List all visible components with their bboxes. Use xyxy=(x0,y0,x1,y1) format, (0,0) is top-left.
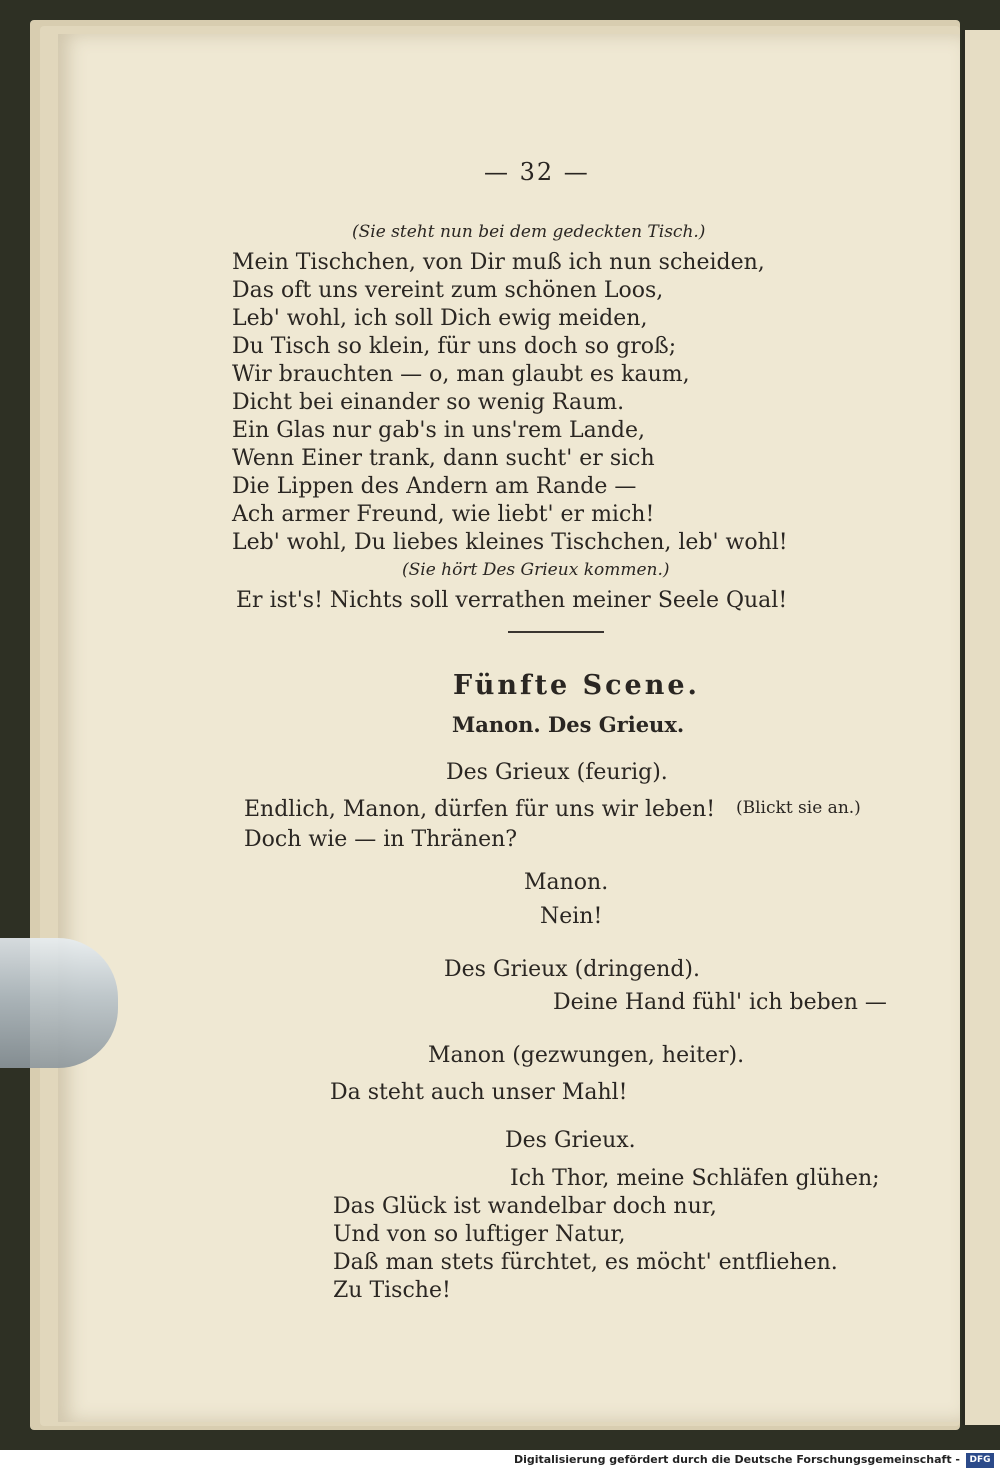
dialogue-line: Das Glück ist wandelbar doch nur, xyxy=(333,1194,717,1219)
stage-direction: (Blickt sie an.) xyxy=(736,798,861,818)
verse-line: Leb' wohl, ich soll Dich ewig meiden, xyxy=(232,306,648,331)
verse-line: Mein Tischchen, von Dir muß ich nun scheiden, xyxy=(232,250,765,275)
verse-line: Leb' wohl, Du liebes kleines Tischchen, leb' wohl! xyxy=(232,530,788,555)
section-divider xyxy=(508,631,604,633)
speaker-label: Manon. xyxy=(524,870,609,895)
dialogue-line: Da steht auch unser Mahl! xyxy=(330,1080,628,1105)
dfg-logo-icon: DFG xyxy=(966,1453,994,1468)
dialogue-line: Zu Tische! xyxy=(333,1278,451,1303)
dialogue-line: Nein! xyxy=(540,904,603,929)
verse-line: Das oft uns vereint zum schönen Loos, xyxy=(232,278,664,303)
page-clip xyxy=(0,938,118,1068)
verse-line: Wir brauchten — o, man glaubt es kaum, xyxy=(232,362,690,387)
verse-line: Er ist's! Nichts soll verrathen meiner Seele Qual! xyxy=(236,588,788,613)
speaker-label: Des Grieux. xyxy=(505,1128,636,1153)
dialogue-line: Deine Hand fühl' ich beben — xyxy=(553,990,887,1015)
footer-bar xyxy=(0,1450,1000,1472)
verse-line: Die Lippen des Andern am Rande — xyxy=(232,474,637,499)
speaker-label: Manon (gezwungen, heiter). xyxy=(428,1043,745,1068)
verse-line: Dicht bei einander so wenig Raum. xyxy=(232,390,625,415)
scene-persons: Manon. Des Grieux. xyxy=(452,712,685,737)
verse-line: Wenn Einer trank, dann sucht' er sich xyxy=(232,446,655,471)
verse-line: Ach armer Freund, wie liebt' er mich! xyxy=(232,502,655,527)
stage-direction: (Sie hört Des Grieux kommen.) xyxy=(402,560,670,580)
verse-line: Du Tisch so klein, für uns doch so groß; xyxy=(232,334,677,359)
page-number: — 32 — xyxy=(484,158,590,186)
facing-page-edge xyxy=(962,30,1000,1425)
dialogue-line: Doch wie — in Thränen? xyxy=(244,827,518,852)
dialogue-line: Daß man stets fürchtet, es möcht' entfliehen. xyxy=(333,1250,838,1275)
dialogue-line: Endlich, Manon, dürfen für uns wir leben! xyxy=(244,797,716,822)
stage-direction: (Sie steht nun bei dem gedeckten Tisch.) xyxy=(352,222,706,242)
verse-line: Ein Glas nur gab's in uns'rem Lande, xyxy=(232,418,645,443)
speaker-label: Des Grieux (feurig). xyxy=(446,760,668,785)
footer-credit: Digitalisierung gefördert durch die Deutsche Forschungsgemeinschaft - xyxy=(513,1453,960,1466)
speaker-label: Des Grieux (dringend). xyxy=(444,957,700,982)
scene-heading: Fünfte Scene. xyxy=(453,670,700,701)
dialogue-line: Und von so luftiger Natur, xyxy=(333,1222,626,1247)
dialogue-line: Ich Thor, meine Schläfen glühen; xyxy=(510,1166,880,1191)
